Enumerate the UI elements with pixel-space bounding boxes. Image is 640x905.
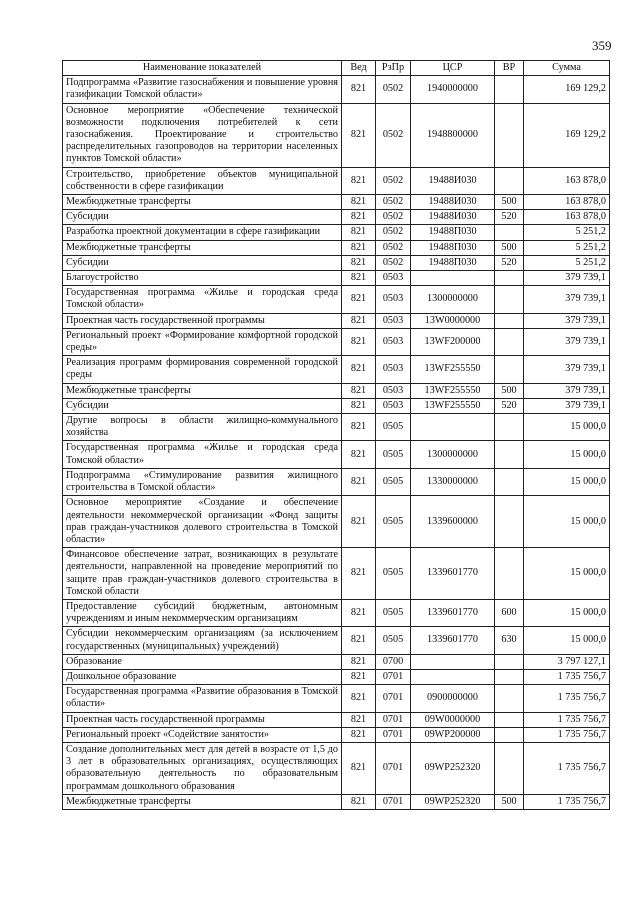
cell-sum: 15 000,0 (524, 468, 610, 495)
cell-vr: 500 (495, 794, 524, 809)
cell-sum: 3 797 127,1 (524, 654, 610, 669)
header-vr: ВР (495, 61, 524, 76)
cell-rzpr: 0505 (376, 414, 411, 441)
cell-ved: 821 (342, 167, 376, 194)
cell-ved: 821 (342, 742, 376, 794)
cell-ved: 821 (342, 468, 376, 495)
cell-name: Основное мероприятие «Обеспечение технической возможности подключения потребителей к сети газоснабжения. Проектирование и строительство распределительных газопроводов на территории населенных пунктов Томской области» (63, 103, 342, 167)
cell-name: Межбюджетные трансферты (63, 240, 342, 255)
cell-vr (495, 468, 524, 495)
cell-vr (495, 742, 524, 794)
cell-csr: 0900000000 (411, 685, 495, 712)
cell-rzpr: 0505 (376, 468, 411, 495)
table-row (63, 727, 610, 742)
cell-csr: 19488И030 (411, 195, 495, 210)
cell-ved: 821 (342, 210, 376, 225)
cell-csr: 19488И030 (411, 210, 495, 225)
cell-rzpr: 0502 (376, 240, 411, 255)
cell-csr: 1300000000 (411, 441, 495, 468)
cell-ved: 821 (342, 712, 376, 727)
cell-name: Субсидии некоммерческим организациям (за исключением государственных (муниципальных) учреждений) (63, 627, 342, 654)
cell-name: Реализация программ формирования современной городской среды (63, 356, 342, 383)
cell-rzpr: 0502 (376, 195, 411, 210)
page-number: 359 (592, 38, 612, 53)
cell-csr: 19488П030 (411, 240, 495, 255)
cell-sum: 1 735 756,7 (524, 669, 610, 684)
cell-name: Предоставление субсидий бюджетным, автономным учреждениям и иным некоммерческим организациям (63, 599, 342, 626)
cell-sum: 163 878,0 (524, 210, 610, 225)
cell-csr: 1339601770 (411, 548, 495, 600)
cell-sum: 163 878,0 (524, 167, 610, 194)
cell-sum: 5 251,2 (524, 225, 610, 240)
cell-sum: 15 000,0 (524, 548, 610, 600)
header-ved: Вед (342, 61, 376, 76)
cell-name: Межбюджетные трансферты (63, 195, 342, 210)
cell-rzpr: 0503 (376, 383, 411, 398)
table-row (63, 414, 610, 441)
header-csr: ЦСР (411, 61, 495, 76)
table-row (63, 654, 610, 669)
cell-vr: 520 (495, 255, 524, 270)
cell-csr: 09W0000000 (411, 712, 495, 727)
cell-ved: 821 (342, 414, 376, 441)
table-row (63, 328, 610, 355)
cell-vr (495, 414, 524, 441)
cell-rzpr: 0503 (376, 286, 411, 313)
cell-vr (495, 271, 524, 286)
cell-rzpr: 0701 (376, 669, 411, 684)
cell-vr: 630 (495, 627, 524, 654)
cell-csr: 1330000000 (411, 468, 495, 495)
cell-rzpr: 0502 (376, 225, 411, 240)
table-row (63, 356, 610, 383)
header-rzpr: РзПр (376, 61, 411, 76)
table-row (63, 76, 610, 103)
cell-ved: 821 (342, 286, 376, 313)
cell-name: Проектная часть государственной программы (63, 712, 342, 727)
cell-vr: 500 (495, 240, 524, 255)
cell-csr: 13W0000000 (411, 313, 495, 328)
cell-csr (411, 654, 495, 669)
cell-sum: 5 251,2 (524, 240, 610, 255)
cell-ved: 821 (342, 669, 376, 684)
cell-ved: 821 (342, 383, 376, 398)
cell-rzpr: 0503 (376, 271, 411, 286)
table-row (63, 742, 610, 794)
cell-sum: 379 739,1 (524, 356, 610, 383)
cell-rzpr: 0701 (376, 712, 411, 727)
cell-name: Межбюджетные трансферты (63, 794, 342, 809)
table-row (63, 271, 610, 286)
cell-name: Другие вопросы в области жилищно-коммунального хозяйства (63, 414, 342, 441)
cell-ved: 821 (342, 271, 376, 286)
table-row (63, 685, 610, 712)
cell-csr: 13WF255550 (411, 356, 495, 383)
cell-csr: 1940000000 (411, 76, 495, 103)
table-row (63, 712, 610, 727)
table-row (63, 255, 610, 270)
cell-name: Создание дополнительных мест для детей в возрасте от 1,5 до 3 лет в образовательных организациях, осуществляющих образовательную деятельность по образовательным программам дошкольного образования (63, 742, 342, 794)
cell-rzpr: 0700 (376, 654, 411, 669)
cell-sum: 1 735 756,7 (524, 742, 610, 794)
cell-ved: 821 (342, 103, 376, 167)
cell-vr: 520 (495, 398, 524, 413)
cell-rzpr: 0502 (376, 255, 411, 270)
cell-ved: 821 (342, 627, 376, 654)
table-row (63, 210, 610, 225)
cell-name: Подпрограмма «Стимулирование развития жилищного строительства в Томской области» (63, 468, 342, 495)
cell-sum: 379 739,1 (524, 271, 610, 286)
cell-sum: 15 000,0 (524, 599, 610, 626)
table-row (63, 496, 610, 548)
cell-csr: 19488П030 (411, 255, 495, 270)
cell-vr (495, 328, 524, 355)
cell-vr: 500 (495, 195, 524, 210)
table-row (63, 441, 610, 468)
cell-name: Государственная программа «Жилье и городская среда Томской области» (63, 441, 342, 468)
cell-vr: 500 (495, 383, 524, 398)
table-row (63, 627, 610, 654)
cell-vr (495, 286, 524, 313)
cell-sum: 379 739,1 (524, 383, 610, 398)
cell-vr (495, 167, 524, 194)
cell-rzpr: 0505 (376, 496, 411, 548)
cell-name: Разработка проектной документации в сфере газификации (63, 225, 342, 240)
cell-name: Образование (63, 654, 342, 669)
cell-csr: 13WF255550 (411, 398, 495, 413)
table-row (63, 286, 610, 313)
table-row (63, 669, 610, 684)
cell-ved: 821 (342, 195, 376, 210)
cell-rzpr: 0502 (376, 210, 411, 225)
cell-vr (495, 356, 524, 383)
cell-sum: 15 000,0 (524, 627, 610, 654)
cell-ved: 821 (342, 398, 376, 413)
cell-name: Строительство, приобретение объектов муниципальной собственности в сфере газификации (63, 167, 342, 194)
cell-sum: 379 739,1 (524, 328, 610, 355)
cell-sum: 379 739,1 (524, 398, 610, 413)
cell-ved: 821 (342, 599, 376, 626)
cell-ved: 821 (342, 240, 376, 255)
cell-sum: 1 735 756,7 (524, 794, 610, 809)
cell-sum: 15 000,0 (524, 496, 610, 548)
cell-csr: 13WF255550 (411, 383, 495, 398)
cell-sum: 163 878,0 (524, 195, 610, 210)
cell-ved: 821 (342, 794, 376, 809)
cell-name: Субсидии (63, 398, 342, 413)
cell-csr: 09WP252320 (411, 742, 495, 794)
cell-ved: 821 (342, 441, 376, 468)
table-row (63, 225, 610, 240)
cell-ved: 821 (342, 225, 376, 240)
cell-rzpr: 0505 (376, 548, 411, 600)
cell-csr: 1300000000 (411, 286, 495, 313)
cell-name: Проектная часть государственной программы (63, 313, 342, 328)
table-row (63, 794, 610, 809)
cell-name: Региональный проект «Формирование комфортной городской среды» (63, 328, 342, 355)
cell-csr (411, 271, 495, 286)
table-header-row (63, 61, 610, 76)
cell-rzpr: 0503 (376, 356, 411, 383)
table-row (63, 240, 610, 255)
cell-name: Межбюджетные трансферты (63, 383, 342, 398)
cell-ved: 821 (342, 328, 376, 355)
cell-name: Государственная программа «Жилье и городская среда Томской области» (63, 286, 342, 313)
cell-rzpr: 0701 (376, 794, 411, 809)
table-row (63, 313, 610, 328)
cell-vr (495, 441, 524, 468)
cell-rzpr: 0505 (376, 441, 411, 468)
cell-rzpr: 0502 (376, 167, 411, 194)
table-row (63, 599, 610, 626)
cell-rzpr: 0701 (376, 727, 411, 742)
cell-vr (495, 76, 524, 103)
cell-name: Региональный проект «Содействие занятости» (63, 727, 342, 742)
cell-sum: 169 129,2 (524, 76, 610, 103)
table-row (63, 195, 610, 210)
table-row (63, 383, 610, 398)
cell-sum: 169 129,2 (524, 103, 610, 167)
cell-ved: 821 (342, 255, 376, 270)
cell-rzpr: 0701 (376, 685, 411, 712)
cell-sum: 5 251,2 (524, 255, 610, 270)
cell-rzpr: 0503 (376, 398, 411, 413)
cell-ved: 821 (342, 496, 376, 548)
cell-csr: 09WP200000 (411, 727, 495, 742)
cell-sum: 15 000,0 (524, 414, 610, 441)
cell-csr: 1339601770 (411, 627, 495, 654)
cell-ved: 821 (342, 727, 376, 742)
cell-ved: 821 (342, 654, 376, 669)
cell-ved: 821 (342, 356, 376, 383)
cell-name: Финансовое обеспечение затрат, возникающих в результате деятельности, направленной на проведение мероприятий по защите прав граждан-участников долевого строительства в Томской области (63, 548, 342, 600)
cell-csr (411, 414, 495, 441)
cell-csr: 19488П030 (411, 225, 495, 240)
cell-name: Государственная программа «Развитие образования в Томской области» (63, 685, 342, 712)
cell-rzpr: 0503 (376, 313, 411, 328)
cell-name: Субсидии (63, 255, 342, 270)
cell-ved: 821 (342, 548, 376, 600)
cell-sum: 379 739,1 (524, 286, 610, 313)
cell-sum: 1 735 756,7 (524, 712, 610, 727)
table-row (63, 103, 610, 167)
cell-sum: 1 735 756,7 (524, 727, 610, 742)
table-row (63, 468, 610, 495)
cell-vr (495, 548, 524, 600)
cell-ved: 821 (342, 76, 376, 103)
cell-csr: 1948800000 (411, 103, 495, 167)
cell-csr: 09WP252320 (411, 794, 495, 809)
cell-sum: 1 735 756,7 (524, 685, 610, 712)
cell-vr (495, 313, 524, 328)
cell-vr (495, 225, 524, 240)
cell-vr (495, 669, 524, 684)
cell-rzpr: 0502 (376, 103, 411, 167)
budget-table (62, 60, 610, 810)
cell-vr: 520 (495, 210, 524, 225)
cell-name: Подпрограмма «Развитие газоснабжения и повышение уровня газификации Томской области» (63, 76, 342, 103)
cell-vr: 600 (495, 599, 524, 626)
cell-vr (495, 727, 524, 742)
cell-csr: 19488И030 (411, 167, 495, 194)
header-name: Наименование показателей (63, 61, 342, 76)
cell-rzpr: 0502 (376, 76, 411, 103)
cell-vr (495, 103, 524, 167)
cell-name: Основное мероприятие «Создание и обеспечение деятельности некоммерческой организации «Фонд защиты прав граждан-участников долевого строительства в Томской области» (63, 496, 342, 548)
table-row (63, 548, 610, 600)
cell-vr (495, 685, 524, 712)
cell-name: Субсидии (63, 210, 342, 225)
cell-csr: 1339600000 (411, 496, 495, 548)
cell-name: Благоустройство (63, 271, 342, 286)
header-sum: Сумма (524, 61, 610, 76)
cell-csr: 1339601770 (411, 599, 495, 626)
cell-ved: 821 (342, 313, 376, 328)
cell-rzpr: 0701 (376, 742, 411, 794)
cell-csr: 13WF200000 (411, 328, 495, 355)
cell-sum: 379 739,1 (524, 313, 610, 328)
cell-rzpr: 0503 (376, 328, 411, 355)
cell-vr (495, 654, 524, 669)
table-row (63, 167, 610, 194)
cell-vr (495, 496, 524, 548)
cell-sum: 15 000,0 (524, 441, 610, 468)
cell-rzpr: 0505 (376, 627, 411, 654)
cell-ved: 821 (342, 685, 376, 712)
cell-csr (411, 669, 495, 684)
cell-name: Дошкольное образование (63, 669, 342, 684)
table-row (63, 398, 610, 413)
cell-rzpr: 0505 (376, 599, 411, 626)
cell-vr (495, 712, 524, 727)
